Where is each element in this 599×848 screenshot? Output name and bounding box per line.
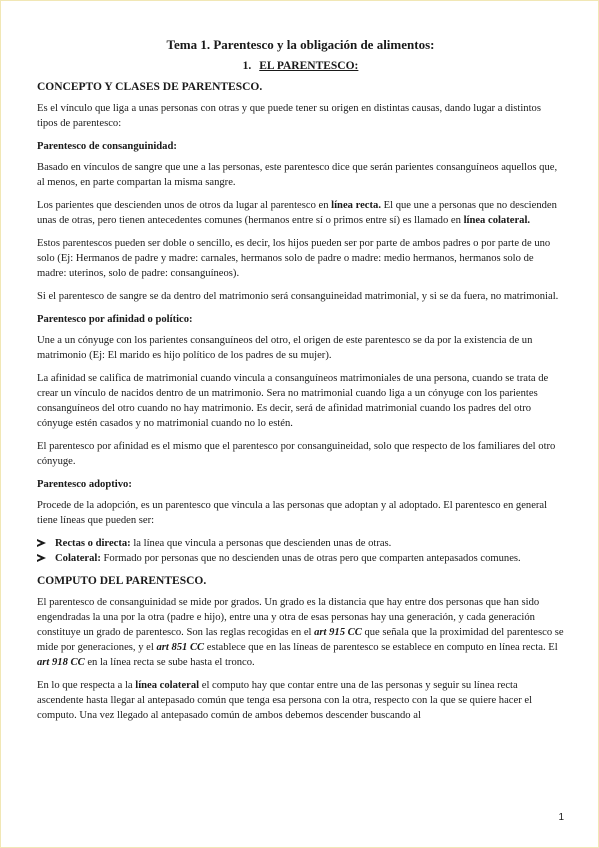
list-item-text: la línea que vincula a personas que descienden unas de otras. <box>130 538 392 549</box>
arrow-bullet-icon <box>37 539 46 547</box>
afinidad-p2: La afinidad se califica de matrimonial cuando vincula a consanguíneos matrimoniales de una persona, cuando se trata de crear un vínculo de nacidos dentro de un matrimonio. Sera no matrimonial cuando liga a un cónyuge con los parientes consanguíneos del otro cuando no hay matrimonio. Es decir, será de afinidad matrimonial cuando los padres del otro cónyuge estén casados y no matrimonial cuando no lo estén. <box>37 373 549 429</box>
term-linea-colateral: línea colateral <box>135 680 200 691</box>
document-body <box>37 37 564 731</box>
list-item-text: Formado por personas que no descienden unas de otras pero que comparten antepasados comunes. <box>100 553 521 564</box>
text-run: establece que en las líneas de parentesco se establece en computo en línea recta. El <box>204 642 558 653</box>
section-heading <box>37 59 564 74</box>
list-item <box>37 536 564 551</box>
computo-p1 <box>37 595 564 670</box>
computo-p2 <box>37 678 564 723</box>
text-run: que señala que la proximidad del parentesco se mide por generaciones, y el <box>37 627 564 653</box>
consanguinidad-p1: Basado en vínculos de sangre que une a las personas, este parentesco dice que serán parientes consanguíneos aquellos que, al menos, en parte compartan la misma sangre. <box>37 162 558 188</box>
concepto-intro: Es el vínculo que liga a unas personas con otras y que puede tener su origen en distintas causas, dando lugar a distintos tipos de parentesco: <box>37 103 541 129</box>
text-run: El que une a personas que no descienden unas de otras, pero tienen antecedentes comunes (hermanos entre sí o primos entre sí) es llamado en <box>37 200 557 226</box>
list-item-term: Colateral: <box>55 553 101 564</box>
text-run: en la línea recta se sube hasta el tronco. <box>84 657 255 668</box>
text-run: el computo hay que contar entre una de las personas y seguir su línea recta ascendente hasta llegar al antepasado común que tenga esa persona con la otra, respecto con la que se quiere hacer el computo. Una vez llegado al antepasado común de ambos debemos descender buscando al <box>37 680 533 721</box>
term-linea-recta: línea recta. <box>331 200 381 211</box>
text-run: El parentesco de consanguinidad se mide por grados. Un grado es la distancia que hay entre dos personas que han sido engendradas la una por la otra (padre e hijo), entre una y otra de esas personas hay una generación, y cada generación constituye un grado de parentesco. Son las reglas recogidas en el <box>37 597 540 638</box>
adoptivo-heading: Parentesco adoptivo: <box>37 479 132 490</box>
article-ref: art 915 CC <box>314 627 362 638</box>
term-linea-colateral: línea colateral. <box>463 215 531 226</box>
page-number: 1 <box>558 812 564 823</box>
adoptivo-p1: Procede de la adopción, es un parentesco que vincula a las personas que adoptan y al adoptado. El parentesco en general tiene líneas que pueden ser: <box>37 500 548 526</box>
text-run: En lo que respecta a la <box>37 680 136 691</box>
consanguinidad-p4: Si el parentesco de sangre se da dentro del matrimonio será consanguineidad matrimonial, y si se da fuera, no matrimonial. <box>37 291 559 302</box>
section-number: 1. <box>242 60 252 72</box>
afinidad-p1: Une a un cónyuge con los parientes consanguíneos del otro, el origen de este parentesco se da por la existencia de un matrimonio (Ej: El marido es hijo político de los padres de su mujer). <box>37 335 533 361</box>
list-item-term: Rectas o directa: <box>55 538 131 549</box>
list-item <box>37 551 564 566</box>
consanguinidad-p3: Estos parentescos pueden ser doble o sencillo, es decir, los hijos pueden ser por parte de ambos padres o por parte de uno solo (Ej: Hermanos de padre y madre: carnales, hermanos solo de padre o madre: medio hermanos, hermanos solo de madre: uterinos, solo de padre: consanguíneos). <box>37 238 551 279</box>
arrow-bullet-icon <box>37 554 46 562</box>
consanguinidad-p2 <box>37 198 564 228</box>
afinidad-heading: Parentesco por afinidad o político: <box>37 314 193 325</box>
text-run: Los parientes que descienden unos de otros da lugar al parentesco en <box>37 200 332 211</box>
document-title: Tema 1. Parentesco y la obligación de alimentos: <box>166 37 435 52</box>
article-ref: art 918 CC <box>37 657 85 668</box>
section-label: EL PARENTESCO: <box>259 60 359 72</box>
lineas-list <box>37 536 564 566</box>
concepto-heading: CONCEPTO Y CLASES DE PARENTESCO. <box>37 81 263 93</box>
article-ref: art 851 CC <box>156 642 205 653</box>
computo-heading: COMPUTO DEL PARENTESCO. <box>37 575 207 587</box>
consanguinidad-heading: Parentesco de consanguinidad: <box>37 141 177 152</box>
afinidad-p3: El parentesco por afinidad es el mismo que el parentesco por consanguineidad, solo que respecto de los familiares del otro cónyuge. <box>37 441 556 467</box>
